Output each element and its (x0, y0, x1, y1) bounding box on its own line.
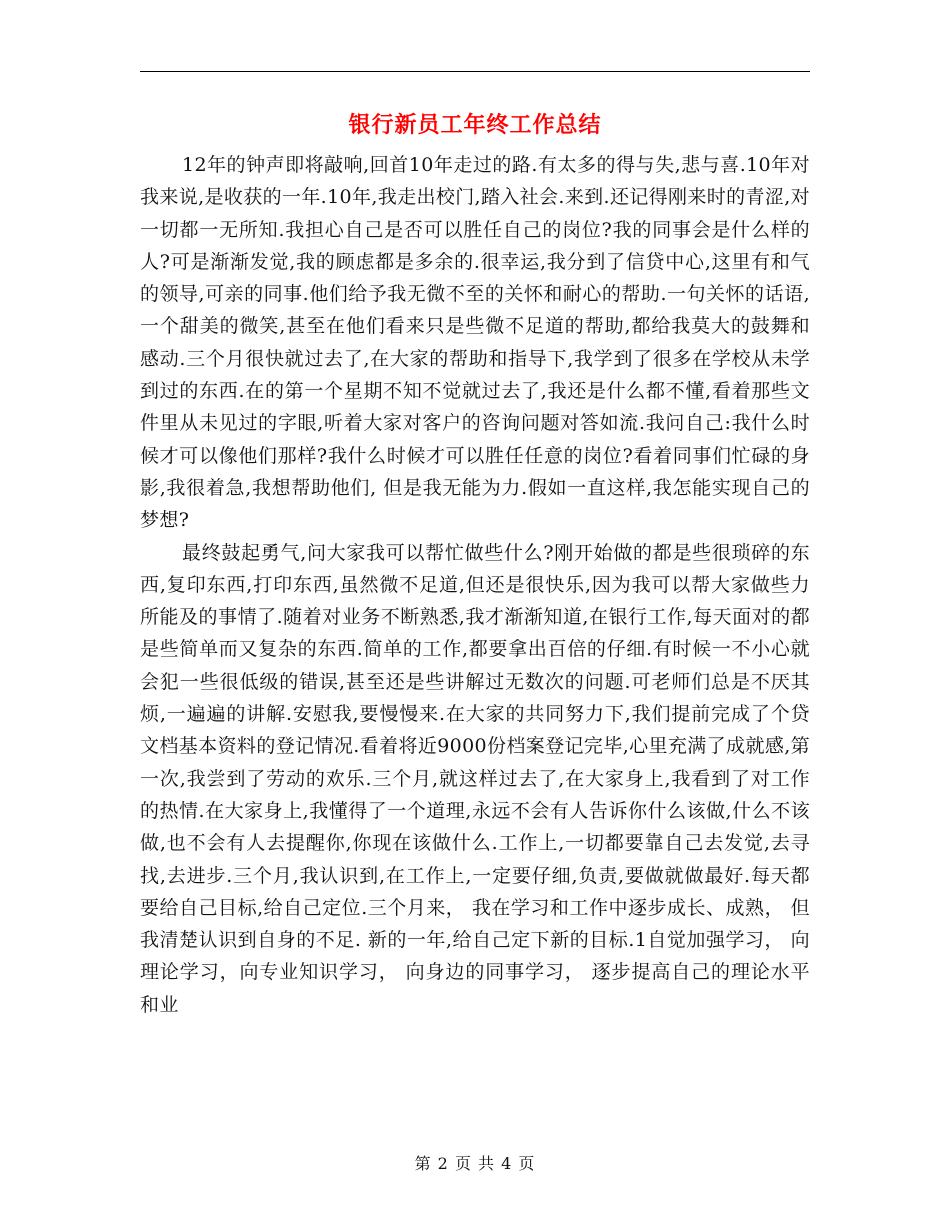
header-rule (140, 71, 810, 72)
body-paragraph-1: 12年的钟声即将敲响,回首10年走过的路.有太多的得与失,悲与喜.10年对我来说,是收获的一年.10年,我走出校门,踏入社会.来到.还记得刚来时的青涩,对一切都一无所知.我担心自己是否可以胜任自己的岗位?我的同事会是什么样的人?可是渐渐发觉,我的顾虑都是多余的.很幸运,我分到了信贷中心,这里有和气的领导,可亲的同事.他们给予我无微不至的关怀和耐心的帮助.一句关怀的话语,一个甜美的微笑,甚至在他们看来只是些微不足道的帮助,都给我莫大的鼓舞和感动.三个月很快就过去了,在大家的帮助和指导下,我学到了很多在学校从未学到过的东西.在的第一个星期不知不觉就过去了,我还是什么都不懂,看着那些文件里从未见过的字眼,听着大家对客户的咨询问题对答如流.我问自己:我什么时候才可以像他们那样?我什么时候才可以胜任任意的岗位?看着同事们忙碌的身影,我很着急,我想帮助他们, 但是我无能为力.假如一直这样,我怎能实现自己的梦想? (140, 154, 810, 532)
body-paragraph-2: 最终鼓起勇气,问大家我可以帮忙做些什么?刚开始做的都是些很琐碎的东西,复印东西,打印东西,虽然微不足道,但还是很快乐,因为我可以帮大家做些力所能及的事情了.随着对业务不断熟悉,我才渐渐知道,在银行工作,每天面对的都是些简单而又复杂的东西.简单的工作,都要拿出百倍的仔细.有时候一不小心就会犯一些很低级的错误,甚至还是些讲解过无数次的问题.可老师们总是不厌其烦,一遍遍的讲解.安慰我,要慢慢来.在大家的共同努力下,我们提前完成了个贷文档基本资料的登记情况.看着将近9000份档案登记完毕,心里充满了成就感,第一次,我尝到了劳动的欢乐.三个月,就这样过去了,在大家身上,我看到了对工作的热情.在大家身上,我懂得了一个道理,永远不会有人告诉你什么该做,什么不该做,也不会有人去提醒你,你现在该做什么.工作上,一切都要靠自己去发觉,去寻找,去进步.三个月,我认识到,在工作上,一定要仔细,负责,要做就做最好.每天都要给自己目标,给自己定位.三个月来， 我在学习和工作中逐步成长、成熟， 但我清楚认识到自身的不足. 新的一年,给自己定下新的目标.1自觉加强学习， 向理论学习，向专业知识学习， 向身边的同事学习， 逐步提高自己的理论水平和业 (140, 541, 810, 1016)
page-footer (140, 1152, 810, 1176)
page-number-label: 第 2 页 共 4 页 (414, 1154, 536, 1173)
document-body (140, 149, 810, 1021)
document-title: 银行新员工年终工作总结 (348, 113, 602, 138)
